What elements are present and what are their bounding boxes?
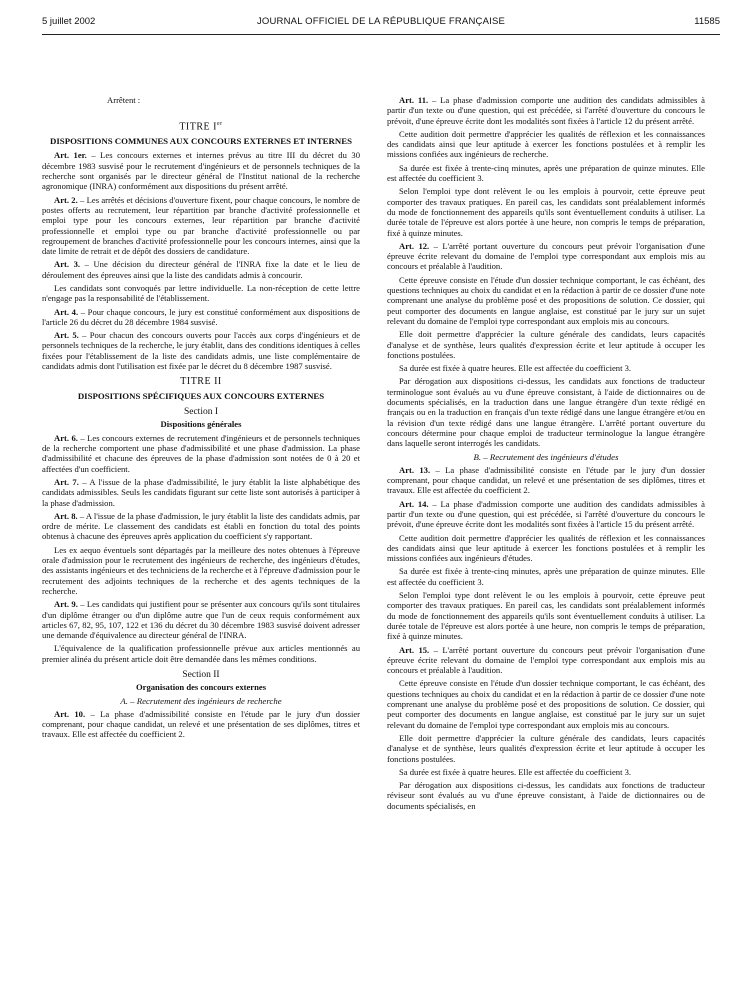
article-15-paragraph-b: Cette épreuve consiste en l'étude d'un dossier technique comportant, le cas échéant, des questions techniques au choix du candidat et en la rédaction à partir de ce dossier d'une note comprenant une analyse du problème posé et des propositions de solution. Ce dossier, qui peut comporter des documents en langue anglaise, est constitué par le jury sur un sujet relevant du domaine de l'emploi type correspondant aux emplois mis au concours. (387, 678, 705, 730)
right-column (387, 95, 705, 814)
titre-1-sup: er (216, 121, 223, 128)
article-7 (42, 477, 360, 508)
article-label: Art. 10. (54, 708, 86, 719)
article-label: Art. 15. (399, 644, 430, 655)
article-12-paragraph-e: Par dérogation aux dispositions ci-dessus, les candidats aux fonctions de traducteur terminologue sont évalués au vu d'une épreuve consistant, à l'aide de dictionnaires ou de documents spécialisés, en la traduction dans une langue étrangère d'un texte rédigé en français ou en la traduction en français d'un texte rédigé dans une langue étrangère et/ou en la révision d'un texte rédigé dans une langue étrangère. L'arrêté portant ouverture du concours détermine pour chaque emploi de traducteur terminologue la langue étrangère dans laquelle seront interrogés les candidats. (387, 376, 705, 449)
article-9 (42, 599, 360, 640)
article-label: Art. 9. (54, 599, 78, 610)
article-text: – A l'issue de la phase d'admission, le jury établit la liste des candidats admis, par ordre de mérite. Le classement des candidats est établi en fonction du total des points obtenus à chacune des épreuves après application du coefficient s'y rapportant. (42, 510, 360, 542)
article-text: – A l'issue de la phase d'admissibilité, le jury établit la liste alphabétique des candidats admissibles. Seuls les candidats figurant sur cette liste sont autorisés à participer à la phase d'admission. (42, 476, 360, 508)
article-15-paragraph-e: Par dérogation aux dispositions ci-dessus, les candidats aux fonctions de traducteur réviseur sont évalués au vu d'une épreuve consistant, à l'aide de dictionnaires ou de documents spécialisés, en (387, 780, 705, 811)
titre-1-heading (42, 119, 360, 133)
article-13 (387, 465, 705, 496)
article-6 (42, 433, 360, 474)
article-label: Art. 4. (54, 306, 79, 317)
article-10 (42, 709, 360, 740)
subsection-b-heading: B. – Recrutement des ingénieurs d'études (473, 451, 619, 462)
article-3-paragraph: Les candidats sont convoqués par lettre individuelle. La non-réception de cette lettre n'engage pas la responsabilité de l'établissement. (42, 282, 360, 304)
article-14-paragraph-d: Selon l'emploi type dont relèvent le ou les emplois à pourvoir, cette épreuve peut comporter des travaux pratiques. En pareil cas, les candidats sont préalablement informés du mode de fonctionnement des appareils qu'ils sont éventuellement conduits à utiliser. La durée totale de l'épreuve est alors portée à une heure, non compris le temps de préparation, fixé à quinze minutes. (387, 590, 705, 642)
article-text: – Les arrêtés et décisions d'ouverture fixent, pour chaque concours, le nombre de postes offerts au recrutement, leur répartition par branche d'activité professionnelle et emploi type pour les concours externes, leur répartition par branche d'activité professionnelle et emploi type ou par branche d'activité professionnelle ou par regroupement de branches d'activité professionnelle pour les concours internes, ainsi que la date limite de retrait et de dépôt des dossiers de candidature. (42, 194, 360, 257)
journal-title: JOURNAL OFFICIEL DE LA RÉPUBLIQUE FRANÇAISE (256, 16, 506, 27)
article-11-paragraph-c: Sa durée est fixée à trente-cinq minutes, après une préparation de quinze minutes. Elle est affectée du coefficient 3. (387, 162, 705, 184)
section-1-heading: Section I (183, 407, 219, 418)
article-text: – La phase d'admissibilité consiste en l'étude par le jury d'un dossier comprenant, pour chaque candidat, un relevé et une présentation de ses diplômes, titres et travaux. Elle est affectée du coefficient 2. (42, 708, 361, 740)
titre-2-heading: TITRE II (180, 376, 222, 388)
article-3 (42, 259, 360, 280)
article-label: Art. 13. (399, 464, 431, 475)
article-12-paragraph-b: Cette épreuve consiste en l'étude d'un dossier technique comportant, le cas échéant, des questions techniques au choix du candidat et en la rédaction à partir de ce dossier d'une note comprenant une analyse du problème posé et des propositions de solution. Ce dossier, qui peut comporter des documents en langue anglaise, est constitué par le jury sur un sujet relevant du domaine de l'emploi type correspondant aux emplois mis au concours. (387, 274, 705, 326)
article-text: – La phase d'admission comporte une audition des candidats admissibles à partir d'un texte ou d'une question, qui est précédée, si l'arrêté d'ouverture du concours le prévoit, d'une épreuve écrite dont les modalités sont fixées à l'article 12 du présent arrêté. (387, 95, 705, 126)
article-15-paragraph-c: Elle doit permettre d'apprécier la culture générale des candidats, leurs capacités d'analyse et de synthèse, leurs qualités d'expression écrite et leur aptitude à occuper les fonctions postulées. (387, 732, 705, 764)
article-14 (387, 499, 705, 530)
article-label: Art. 8. (54, 510, 78, 521)
article-1 (42, 150, 360, 191)
section-1-subheading: Dispositions générales (160, 419, 242, 430)
article-12-paragraph-c: Elle doit permettre d'apprécier la culture générale des candidats, leurs capacités d'analyse et de synthèse, leurs qualités d'expression écrite et leur aptitude à occuper les fonctions postulées. (387, 329, 705, 360)
article-label: Art. 1er. (54, 150, 87, 161)
article-14-paragraph-c: Sa durée est fixée à trente-cinq minutes, après une préparation de quinze minutes. Elle est affectée du coefficient 3. (387, 566, 705, 587)
section-2-subheading: Organisation des concours externes (135, 682, 267, 693)
article-text: – La phase d'admissibilité consiste en l'étude par le jury d'un dossier comprenant, pour chaque candidat, un relevé et une présentation de ses diplômes, titres et travaux. Elle est affectée du coefficient 2. (387, 464, 706, 496)
section-2-heading: Section II (182, 669, 220, 680)
article-text: – Les concours externes et internes prévus au titre III du décret du 30 décembre 1983 susvisé pour le recrutement d'ingénieurs et de personnels techniques de la recherche sont organisés par le directeur général de l'Institut national de la recherche agronomique (INRA) conformément aux dispositions du présent arrêté. (42, 150, 361, 192)
article-text: – Les candidats qui justifient pour se présenter aux concours qu'ils sont titulaires d'un diplôme étranger ou d'un diplôme autre que l'un de ceux requis conformément aux articles 67, 82, 95, 107, 122 et 136 du décret du 30 décembre 1983 susvisé doivent adresser une demande d'équivalence au directeur général de l'INRA. (42, 599, 360, 641)
titre-1-text: TITRE I (179, 121, 217, 133)
article-text: – Une décision du directeur général de l'INRA fixe la date et le lieu de déroulement des épreuves ainsi que la liste des candidats admis à concourir. (42, 259, 360, 280)
article-label: Art. 6. (54, 432, 78, 443)
article-8 (42, 511, 360, 542)
titre-2-subheading: DISPOSITIONS SPÉCIFIQUES AUX CONCOURS EXTERNES (77, 390, 325, 401)
article-4 (42, 307, 360, 328)
article-label: Art. 2. (54, 194, 78, 205)
article-label: Art. 7. (54, 476, 79, 487)
page-number: 11585 (694, 16, 720, 27)
arrete-label: Arrêtent : (107, 95, 141, 105)
article-text: – Les concours externes de recrutement d'ingénieurs et de personnels techniques de la recherche comportent une phase d'admissibilité et une phase d'admission. La phase d'admissibilité et chacune des épreuves de la phase d'admission sont notées de 0 à 20 et affectées d'un coefficient. (42, 432, 361, 474)
subsection-a-heading: A. – Recrutement des ingénieurs de recherche (120, 695, 282, 706)
article-9-paragraph: L'équivalence de la qualification professionnelle prévue aux articles mentionnés au premier alinéa du présent article doit être demandée dans les mêmes conditions. (42, 643, 360, 664)
article-14-paragraph-b: Cette audition doit permettre d'apprécier les qualités de réflexion et les connaissances des candidats ainsi que leur aptitude à exercer les fonctions postulées et à remplir les missions confiées aux ingénieurs d'études. (387, 532, 705, 564)
article-label: Art. 3. (54, 259, 81, 270)
titre-1-subheading: DISPOSITIONS COMMUNES AUX CONCOURS EXTERNES ET INTERNES (50, 135, 352, 146)
article-11-paragraph-d: Selon l'emploi type dont relèvent le ou les emplois à pourvoir, cette épreuve peut comporter des travaux pratiques. En pareil cas, les candidats sont préalablement informés du mode de fonctionnement des appareils qu'ils sont éventuellement conduits à utiliser. La durée totale de l'épreuve est alors portée à une heure, non compris le temps de préparation, fixé à quinze minutes. (387, 186, 705, 238)
article-11-paragraph-b: Cette audition doit permettre d'apprécier les qualités de réflexion et les connaissances des candidats ainsi que leur aptitude à exercer les fonctions postulées et à remplir les missions confiées aux ingénieurs de recherche. (387, 128, 705, 160)
article-15-paragraph-d: Sa durée est fixée à quatre heures. Elle est affectée du coefficient 3. (399, 766, 632, 777)
article-text: – La phase d'admission comporte une audition des candidats admissibles à partir d'un texte ou d'une question, qui est précédée, si l'arrêté d'ouverture du concours le prévoit, d'une épreuve écrite dont les modalités sont fixées à l'article 15 du présent arrêté. (387, 498, 705, 530)
article-text: – L'arrêté portant ouverture du concours peut prévoir l'organisation d'une épreuve écrite relevant du domaine de l'emploi type correspondant aux emplois mis au concours et préalable à l'audition. (387, 240, 705, 272)
article-text: – L'arrêté portant ouverture du concours peut prévoir l'organisation d'une épreuve écrite relevant du domaine de l'emploi type correspondant aux emplois mis au concours et préalable à l'audition. (387, 644, 705, 676)
article-label: Art. 12. (399, 240, 430, 251)
article-15 (387, 645, 705, 676)
publication-date: 5 juillet 2002 (42, 16, 96, 27)
article-5 (42, 330, 360, 371)
article-label: Art. 11. (399, 95, 429, 105)
left-column (42, 95, 360, 743)
article-text: – Pour chacun des concours ouverts pour l'accès aux corps d'ingénieurs et de personnels techniques de la recherche, le jury établit, dans des conditions identiques à celles fixées pour l'établissement de la liste des candidats admis, une liste complémentaire de candidats admis dont l'utilisation est fixée par le décret du 8 décembre 1987 susvisé. (42, 330, 361, 372)
article-12-paragraph-d: Sa durée est fixée à quatre heures. Elle est affectée du coefficient 3. (399, 363, 632, 374)
page-header (42, 16, 720, 30)
article-2 (42, 195, 360, 257)
header-rule (42, 34, 720, 35)
article-11 (387, 95, 705, 126)
article-12 (387, 241, 705, 272)
article-label: Art. 14. (399, 498, 429, 509)
article-label: Art. 5. (54, 330, 79, 341)
article-text: – Pour chaque concours, le jury est constitué conformément aux dispositions de l'article 26 du décret du 28 décembre 1984 susvisé. (42, 306, 360, 327)
article-8-paragraph: Les ex aequo éventuels sont départagés par la meilleure des notes obtenues à l'épreuve orale d'admission pour le recrutement des ingénieurs de recherche, des ingénieurs d'études, des assistants ingénieurs et des techniciens de la recherche et à l'épreuve d'admission pour le recrutement des adjoints techniques de la recherche et des agents techniques de la recherche. (42, 544, 360, 596)
